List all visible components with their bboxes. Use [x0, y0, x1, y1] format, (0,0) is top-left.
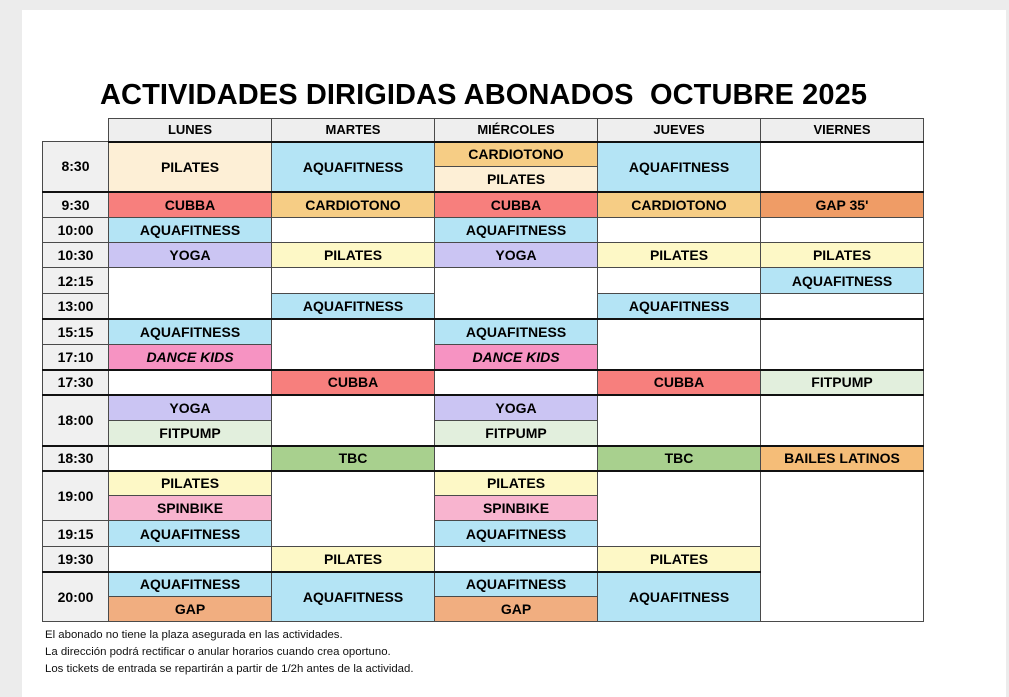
activity-cell: AQUAFITNESS [272, 294, 435, 319]
activity-cell: BAILES LATINOS [761, 446, 924, 471]
time-cell: 10:00 [43, 218, 109, 243]
time-cell: 19:00 [43, 471, 109, 521]
empty-cell [435, 268, 598, 319]
activity-cell: SPINBIKE [109, 496, 272, 521]
activity-cell: DANCE KIDS [435, 345, 598, 370]
activity-cell: AQUAFITNESS [272, 572, 435, 622]
activity-cell: AQUAFITNESS [435, 218, 598, 243]
activity-cell: GAP 35' [761, 192, 924, 218]
empty-cell [435, 446, 598, 471]
activity-cell: CARDIOTONO [598, 192, 761, 218]
empty-cell [435, 370, 598, 395]
time-cell: 9:30 [43, 192, 109, 218]
table-row [43, 218, 924, 243]
activity-cell: FITPUMP [435, 421, 598, 446]
activity-cell: CUBBA [272, 370, 435, 395]
footnotes [45, 627, 414, 678]
day-header-lunes: LUNES [109, 119, 272, 142]
activity-cell: PILATES [109, 142, 272, 192]
empty-cell [272, 471, 435, 547]
empty-cell [109, 370, 272, 395]
activity-cell: SPINBIKE [435, 496, 598, 521]
activity-cell: AQUAFITNESS [598, 572, 761, 622]
activity-cell: PILATES [598, 547, 761, 572]
activity-cell: PILATES [272, 243, 435, 268]
time-cell: 12:15 [43, 268, 109, 294]
time-cell: 15:15 [43, 319, 109, 345]
activity-cell: YOGA [435, 243, 598, 268]
empty-cell [598, 268, 761, 294]
empty-cell [435, 547, 598, 572]
day-header-jueves: JUEVES [598, 119, 761, 142]
time-cell: 8:30 [43, 142, 109, 192]
time-cell: 18:30 [43, 446, 109, 471]
header-row [43, 119, 924, 142]
activity-cell: FITPUMP [109, 421, 272, 446]
activity-cell: AQUAFITNESS [272, 142, 435, 192]
activity-cell: PILATES [109, 471, 272, 496]
activity-cell: PILATES [761, 243, 924, 268]
activity-cell: AQUAFITNESS [109, 572, 272, 597]
activity-cell: YOGA [109, 243, 272, 268]
activity-cell: FITPUMP [761, 370, 924, 395]
time-cell: 13:00 [43, 294, 109, 319]
empty-cell [761, 294, 924, 319]
footnote-line: El abonado no tiene la plaza asegurada en las actividades. [45, 629, 343, 641]
activity-cell: YOGA [109, 395, 272, 421]
empty-cell [598, 319, 761, 370]
table-row [43, 142, 924, 167]
activity-cell: GAP [109, 597, 272, 622]
activity-cell: AQUAFITNESS [109, 319, 272, 345]
time-cell: 19:30 [43, 547, 109, 572]
footnote-line: Los tickets de entrada se repartirán a partir de 1/2h antes de la actividad. [45, 663, 414, 675]
table-row [43, 395, 924, 421]
activity-cell: TBC [272, 446, 435, 471]
empty-cell [761, 319, 924, 370]
activity-cell: AQUAFITNESS [598, 142, 761, 192]
empty-cell [272, 218, 435, 243]
activity-cell: PILATES [598, 243, 761, 268]
schedule-table [42, 118, 924, 622]
activity-cell: AQUAFITNESS [761, 268, 924, 294]
empty-cell [109, 547, 272, 572]
page-title: ACTIVIDADES DIRIGIDAS ABONADOS OCTUBRE 2025 [100, 79, 868, 111]
time-cell: 10:30 [43, 243, 109, 268]
empty-cell [272, 395, 435, 446]
activity-cell: AQUAFITNESS [435, 521, 598, 547]
empty-cell [109, 446, 272, 471]
empty-cell [598, 395, 761, 446]
activity-cell: AQUAFITNESS [109, 218, 272, 243]
day-header-martes: MARTES [272, 119, 435, 142]
activity-cell: GAP [435, 597, 598, 622]
time-cell: 17:10 [43, 345, 109, 370]
activity-cell: PILATES [272, 547, 435, 572]
activity-cell: AQUAFITNESS [435, 319, 598, 345]
table-row [43, 471, 924, 496]
empty-cell [761, 395, 924, 446]
time-cell: 20:00 [43, 572, 109, 622]
table-row [43, 243, 924, 268]
empty-cell [761, 471, 924, 622]
empty-cell [272, 319, 435, 370]
time-cell: 18:00 [43, 395, 109, 446]
time-cell: 17:30 [43, 370, 109, 395]
activity-cell: CARDIOTONO [272, 192, 435, 218]
empty-cell [598, 471, 761, 547]
table-row [43, 192, 924, 218]
activity-cell: PILATES [435, 471, 598, 496]
table-row [43, 370, 924, 395]
table-row [43, 446, 924, 471]
table-row [43, 268, 924, 294]
empty-cell [761, 218, 924, 243]
footnote-line: La dirección podrá rectificar o anular horarios cuando crea oportuno. [45, 646, 391, 658]
time-cell: 19:15 [43, 521, 109, 547]
table-row [43, 319, 924, 345]
activity-cell: AQUAFITNESS [435, 572, 598, 597]
activity-cell: AQUAFITNESS [109, 521, 272, 547]
activity-cell: PILATES [435, 167, 598, 192]
day-header-viernes: VIERNES [761, 119, 924, 142]
empty-cell [598, 218, 761, 243]
empty-cell [761, 142, 924, 192]
activity-cell: CUBBA [109, 192, 272, 218]
empty-cell [109, 268, 272, 319]
day-header-miercoles: MIÉRCOLES [435, 119, 598, 142]
empty-cell [272, 268, 435, 294]
activity-cell: YOGA [435, 395, 598, 421]
activity-cell: DANCE KIDS [109, 345, 272, 370]
activity-cell: CARDIOTONO [435, 142, 598, 167]
activity-cell: TBC [598, 446, 761, 471]
activity-cell: CUBBA [598, 370, 761, 395]
activity-cell: AQUAFITNESS [598, 294, 761, 319]
activity-cell: CUBBA [435, 192, 598, 218]
header-corner [43, 119, 109, 142]
